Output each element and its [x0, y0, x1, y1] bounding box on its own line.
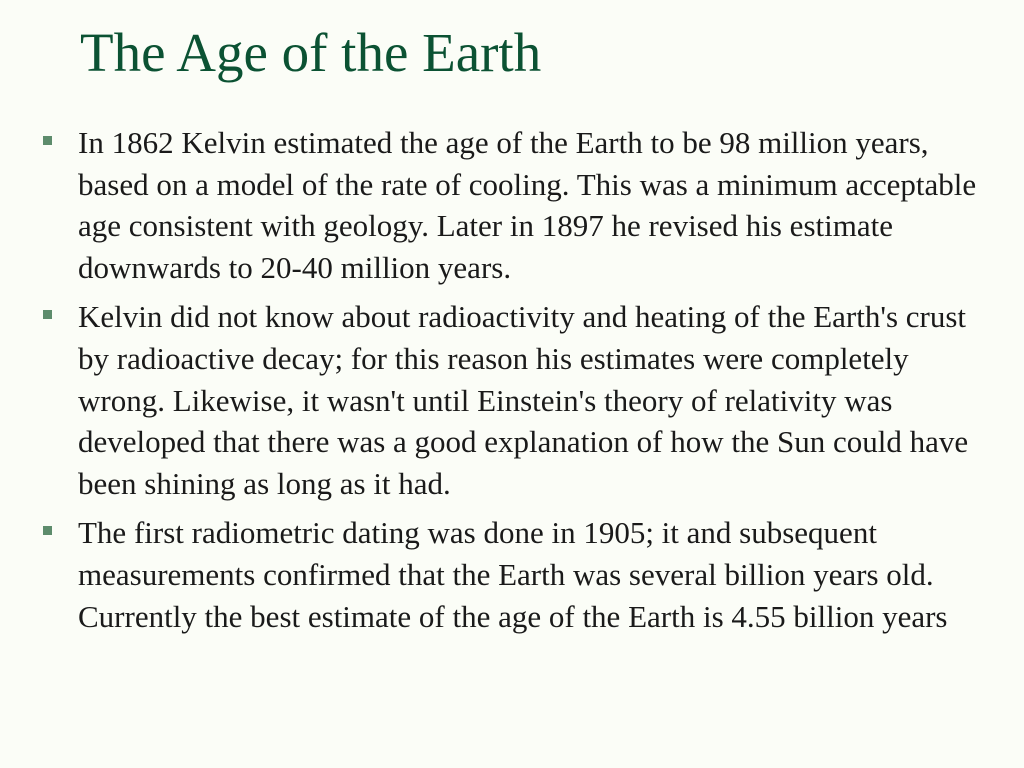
square-bullet-icon — [43, 526, 52, 535]
bullet-item — [0, 122, 990, 288]
bullet-text: The first radiometric dating was done in 1905; it and subsequent measurements confirmed that the Earth was several billion years old. Currently the best estimate of the age of the Earth is 4.55 billion years — [78, 515, 948, 634]
slide-title: The Age of the Earth — [80, 22, 542, 83]
bullet-item — [0, 296, 990, 504]
square-bullet-icon — [43, 310, 52, 319]
bullet-text: In 1862 Kelvin estimated the age of the Earth to be 98 million years, based on a model of the rate of cooling. This was a minimum acceptable age consistent with geology. Later in 1897 he revised his estimate downwards to 20-40 million years. — [78, 125, 977, 285]
square-bullet-icon — [43, 136, 52, 145]
bullet-item — [0, 512, 990, 637]
bullet-list — [0, 122, 1024, 645]
bullet-text: Kelvin did not know about radioactivity and heating of the Earth's crust by radioactive decay; for this reason his estimates were completely wrong. Likewise, it wasn't until Einstein's theory of relativity was developed that there was a good explanation of how the Sun could have been shining as long as it had. — [78, 299, 969, 501]
